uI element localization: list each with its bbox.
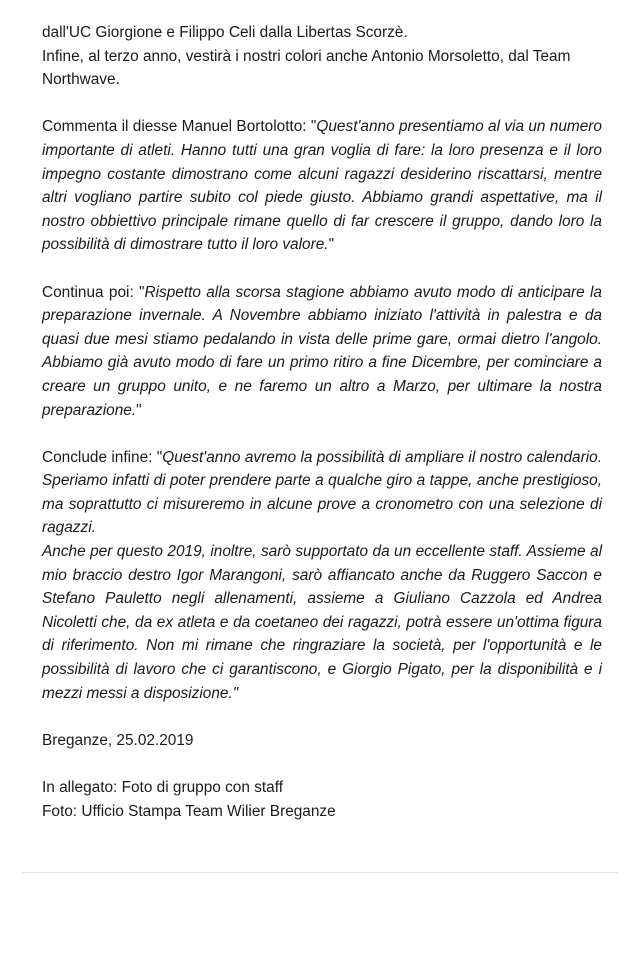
continue-close: " — [136, 401, 142, 419]
conclude-close: " — [232, 684, 239, 702]
dateline: Breganze, 25.02.2019 — [42, 731, 194, 749]
attachment-line-1: In allegato: Foto di gruppo con staff — [42, 779, 283, 796]
footer-divider — [22, 872, 618, 873]
attachments-paragraph — [42, 776, 602, 823]
conclude-quote-1: Quest'anno avremo la possibilità di ampliare il nostro calendario. Speriamo infatti di poter prendere parte a qualche giro a tappe, anche prestigioso, ma soprattutto ci misureremo in alcune prove a cronometro con una selezione di ragazzi. — [42, 448, 602, 537]
continue-lead: Continua poi: " — [42, 283, 145, 301]
comment-paragraph — [42, 115, 602, 257]
comment-lead: Commenta il diesse Manuel Bortolotto: " — [42, 118, 317, 136]
article-body — [42, 21, 602, 847]
comment-close: " — [328, 236, 335, 254]
continue-quote: Rispetto alla scorsa stagione abbiamo avuto modo di anticipare la preparazione invernale. A Novembre abbiamo iniziato l'attività in palestra e da quasi due mesi stiamo pedalando in vista delle prime gare, ormai dietro l'angolo. Abbiamo già avuto modo di fare un primo ritiro a fine Dicembre, per cominciare a creare un gruppo unito, e ne faremo un altro a Marzo, per ultimare la nostra preparazione. — [42, 283, 602, 419]
intro-paragraph — [42, 21, 602, 92]
conclude-quote-2 — [42, 540, 602, 705]
conclude-paragraph — [42, 446, 602, 706]
intro-line-2: Infine, al terzo anno, vestirà i nostri colori anche Antonio Morsoletto, dal Team Northwave. — [42, 47, 571, 89]
attachment-line-2: Foto: Ufficio Stampa Team Wilier Breganze — [42, 802, 336, 820]
continue-paragraph — [42, 281, 602, 423]
intro-line-1: dall'UC Giorgione e Filippo Celi dalla Libertas Scorzè. — [42, 24, 408, 41]
conclude-lead: Conclude infine: " — [42, 448, 163, 466]
comment-quote: Quest'anno presentiamo al via un numero importante di atleti. Hanno tutti una gran voglia di fare: la loro presenza e il loro impegno costante dimostrano come alcuni ragazzi desiderino riscattarsi, mentre altri vogliano partire subito col piede giusto. Abbiamo grandi aspettative, ma il nostro obbiettivo principale rimane quello di far crescere il gruppo, dando loro la possibilità di dimostrare tutto il loro valore. — [42, 118, 602, 254]
conclude-quote-2-text: Anche per questo 2019, inoltre, sarò supportato da un eccellente staff. Assieme al mio braccio destro Igor Marangoni, sarò affiancato anche da Ruggero Saccon e Stefano Pauletto negli allenamenti, assieme a Giuliano Cazzola ed Andrea Nicoletti che, da ex atleta e da coetaneo dei ragazzi, potrà essere un'ottima figura di riferimento. Non mi rimane che ringraziare la società, per l'opportunità e le possibilità di lavoro che ci garantiscono, e Giorgio Pigato, per la disponibilità e i mezzi messi a disposizione. — [42, 543, 602, 702]
